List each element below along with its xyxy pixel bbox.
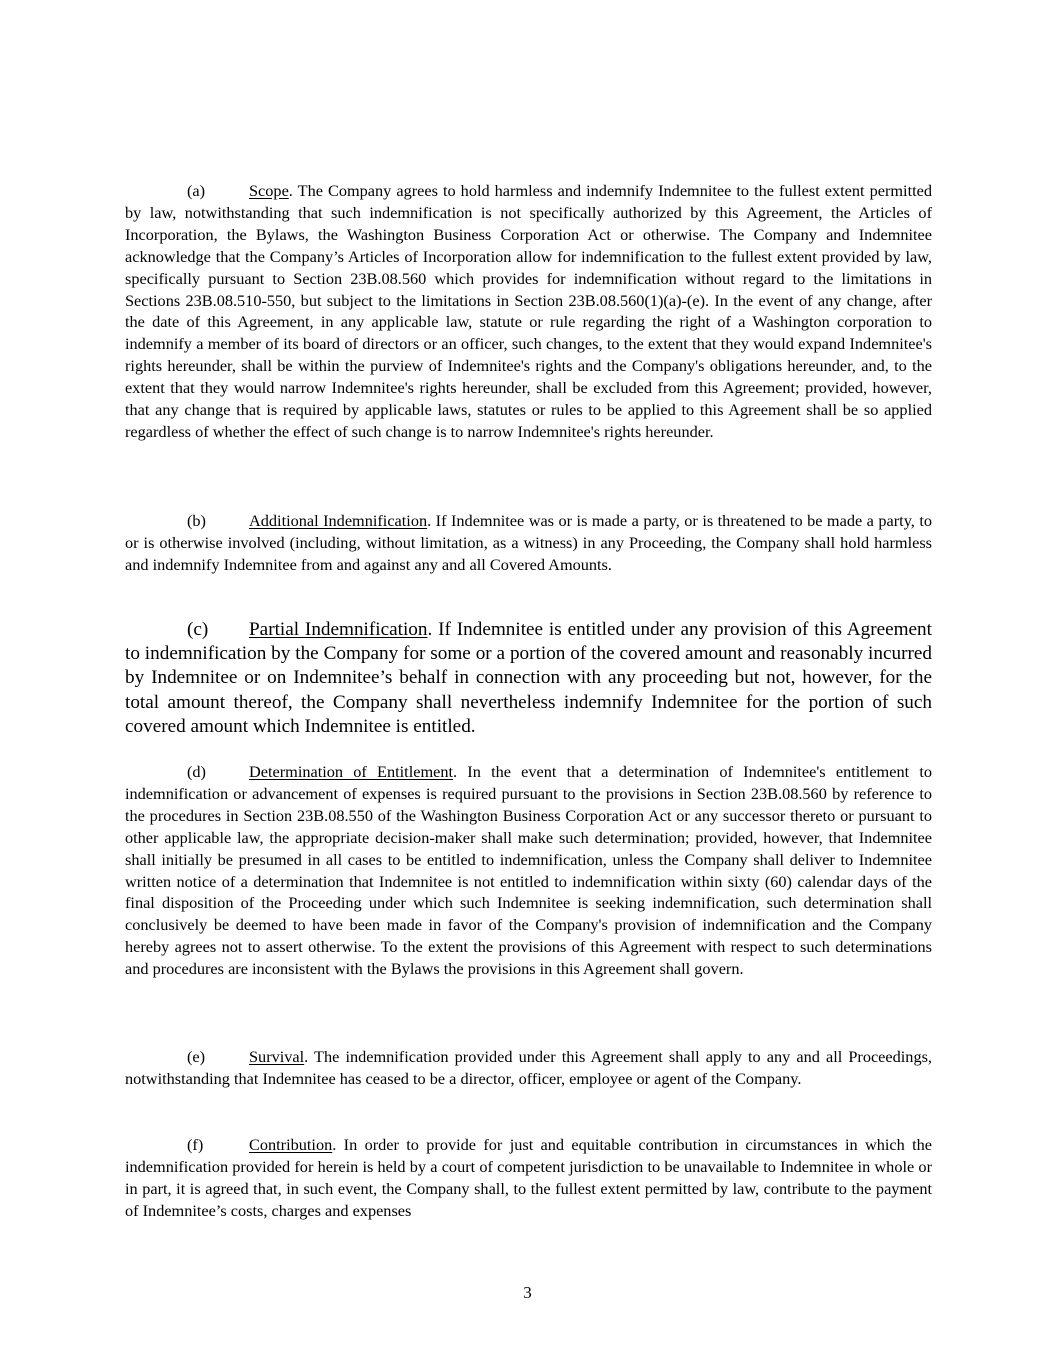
section-a-label: (a) (187, 181, 206, 200)
section-f-heading: Contribution (249, 1135, 333, 1154)
section-a-scope (125, 180, 932, 443)
section-c-text: . If Indemnitee is entitled under any provision of this Agreement to indemnification by the Company for some or a portion of the covered amount and reasonably incurred by Indemnitee or on Indemnitee’s behalf in connection with any proceeding but not, however, for the total amount thereof, the Company shall nevertheless indemnify Indemnitee for the portion of such covered amount which Indemnitee is entitled. (125, 619, 932, 737)
section-a-heading: Scope (249, 181, 289, 200)
section-b-label: (b) (187, 511, 206, 530)
section-f-label: (f) (187, 1135, 204, 1154)
section-e-text: . The indemnification provided under this Agreement shall apply to any and all Proceedings, notwithstanding that Indemnitee has ceased to be a director, officer, employee or agent of the Company. (125, 1047, 932, 1088)
section-c-partial-indemnification (125, 618, 932, 739)
section-f-text: . In order to provide for just and equitable contribution in circumstances in which the indemnification provided for herein is held by a court of competent jurisdiction to be unavailable to Indemnitee in whole or in part, it is agreed that, in such event, the Company shall, to the fullest extent permitted by law, contribute to the payment of Indemnitee’s costs, charges and expenses (125, 1135, 932, 1220)
section-b-heading: Additional Indemnification (249, 511, 428, 530)
section-c-label: (c) (187, 619, 209, 640)
section-b-text: . If Indemnitee was or is made a party, or is threatened to be made a party, to or is otherwise involved (including, without limitation, as a witness) in any Proceeding, the Company shall hold harmless and indemnify Indemnitee from and against any and all Covered Amounts. (125, 511, 932, 574)
section-e-survival (125, 1046, 932, 1090)
section-b-additional-indemnification (125, 510, 932, 576)
section-a-text: . The Company agrees to hold harmless and indemnify Indemnitee to the fullest extent permitted by law, notwithstanding that such indemnification is not specifically authorized by this Agreement, the Articles of Incorporation, the Bylaws, the Washington Business Corporation Act or otherwise. The Company and Indemnitee acknowledge that the Company’s Articles of Incorporation allow for indemnification to the fullest extent provided by law, specifically pursuant to Section 23B.08.560 which provides for indemnification without regard to the limitations in Sections 23B.08.510-550, but subject to the limitations in Section 23B.08.560(1)(a)-(e). In the event of any change, after the date of this Agreement, in any applicable law, statute or rule regarding the right of a Washington corporation to indemnify a member of its board of directors or an officer, such changes, to the extent that they would expand Indemnitee's rights hereunder, shall be within the purview of Indemnitee's rights and the Company's obligations hereunder, and, to the extent that they would narrow Indemnitee's rights hereunder, shall be excluded from this Agreement; provided, however, that any change that is required by applicable laws, statutes or rules to be applied to this Agreement shall be so applied regardless of whether the effect of such change is to narrow Indemnitee's rights hereunder. (125, 181, 932, 441)
section-d-text: . In the event that a determination of Indemnitee's entitlement to indemnification or advancement of expenses is required pursuant to the provisions in Section 23B.08.560 by reference to the procedures in Section 23B.08.550 of the Washington Business Corporation Act or any successor thereto or pursuant to other applicable law, the appropriate decision-maker shall make such determination; provided, however, that Indemnitee shall initially be presumed in all cases to be entitled to indemnification, unless the Company shall deliver to Indemnitee written notice of a determination that Indemnitee is not entitled to indemnification within sixty (60) calendar days of the final disposition of the Proceeding under which such Indemnitee is seeking indemnification, such determination shall conclusively be deemed to have been made in favor of the Company's provision of indemnification and the Company hereby agrees not to assert otherwise. To the extent the provisions of this Agreement with respect to such determinations and procedures are inconsistent with the Bylaws the provisions in this Agreement shall govern. (125, 762, 932, 979)
section-f-contribution (125, 1134, 932, 1222)
section-d-determination-of-entitlement (125, 761, 932, 980)
section-d-label: (d) (187, 762, 206, 781)
section-d-heading: Determination of Entitlement (249, 762, 453, 781)
section-e-label: (e) (187, 1047, 206, 1066)
section-e-heading: Survival (249, 1047, 305, 1066)
section-c-heading: Partial Indemnification (249, 619, 428, 640)
page-number: 3 (523, 1283, 532, 1302)
